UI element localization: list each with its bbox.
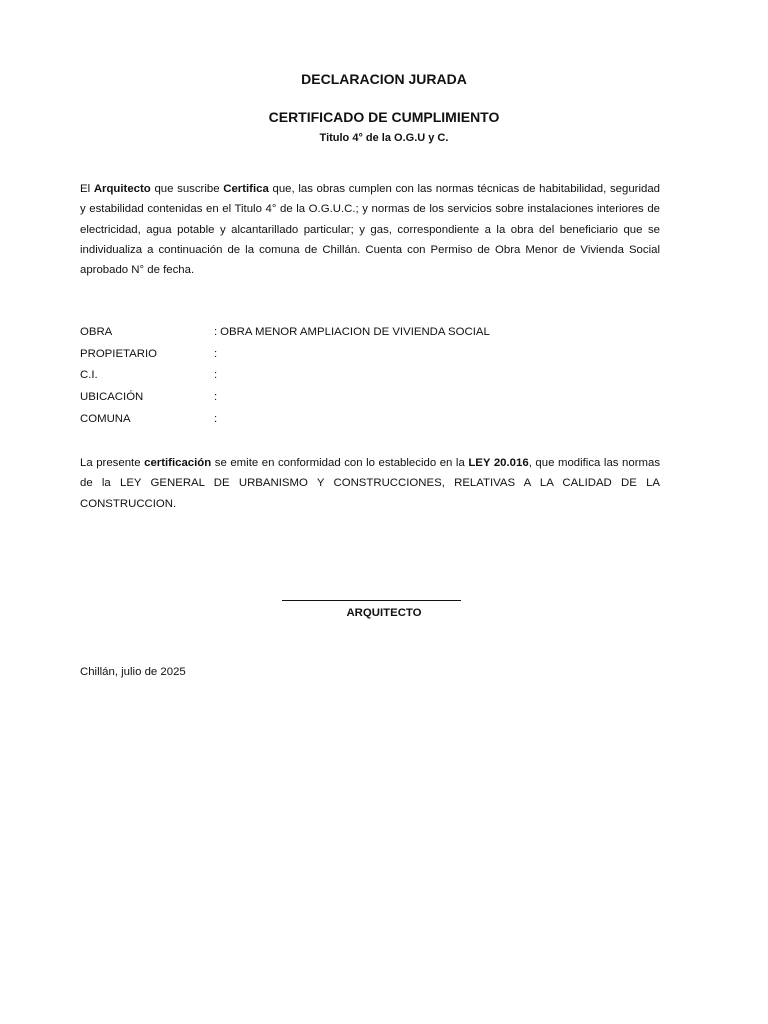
closing-text: , que modifica las normas de la LEY GENERAL DE URBANISMO Y CONSTRUCCIONES, RELATIVAS A LA CALIDAD DE LA CONSTRUCCION. xyxy=(80,457,661,510)
field-label: C.I. xyxy=(80,369,98,382)
closing-bold-certificacion: certificación xyxy=(144,457,212,469)
field-row-ci xyxy=(80,365,660,387)
field-label: PROPIETARIO xyxy=(80,347,158,360)
signature-line xyxy=(282,600,461,601)
document-title: DECLARACION JURADA xyxy=(301,71,467,87)
closing-paragraph xyxy=(80,453,660,514)
field-row-obra xyxy=(80,321,660,343)
closing-text: se emite en conformidad con lo establecido en la xyxy=(211,457,469,469)
document-subtitle: CERTIFICADO DE CUMPLIMIENTO xyxy=(268,109,500,125)
intro-text: que suscribe xyxy=(150,183,224,195)
field-separator: : xyxy=(214,413,218,426)
field-separator: : xyxy=(214,325,218,338)
field-row-propietario xyxy=(80,343,660,365)
field-separator: : xyxy=(214,369,218,382)
field-row-ubicacion xyxy=(80,386,660,408)
intro-text: que, las obras cumplen con las normas técnicas de habitabilidad, seguridad y estabilidad contenidas en el Titulo 4° de la O.G.U.C.; y normas de los servicios sobre instalaciones interiores de electricidad, agua potable y alcantarillado particular; y gas, correspondiente a la obra del beneficiario que se individualiza a continuación de la comuna de Chillán. Cuenta con Permiso de Obra Menor de Vivienda Social aprobado N° de fecha. xyxy=(80,183,660,277)
intro-paragraph xyxy=(80,179,660,280)
project-fields xyxy=(80,321,660,430)
field-label: UBICACIÓN xyxy=(80,391,144,404)
legal-reference: Titulo 4° de la O.G.U y C. xyxy=(319,132,449,144)
field-row-comuna xyxy=(80,408,660,430)
field-value: OBRA MENOR AMPLIACION DE VIVIENDA SOCIAL xyxy=(220,325,490,338)
field-separator: : xyxy=(214,391,218,404)
field-separator: : xyxy=(214,347,218,360)
field-label: COMUNA xyxy=(80,413,131,426)
place-and-date: Chillán, julio de 2025 xyxy=(80,666,186,678)
intro-bold-certifica: Certifica xyxy=(223,183,269,195)
signature-name: ARQUITECTO xyxy=(346,607,422,619)
closing-text: La presente xyxy=(80,457,145,469)
intro-bold-arquitecto: Arquitecto xyxy=(93,183,151,195)
field-label: OBRA xyxy=(80,325,113,338)
intro-text: El xyxy=(80,183,94,195)
closing-bold-ley: LEY 20.016 xyxy=(468,457,529,469)
